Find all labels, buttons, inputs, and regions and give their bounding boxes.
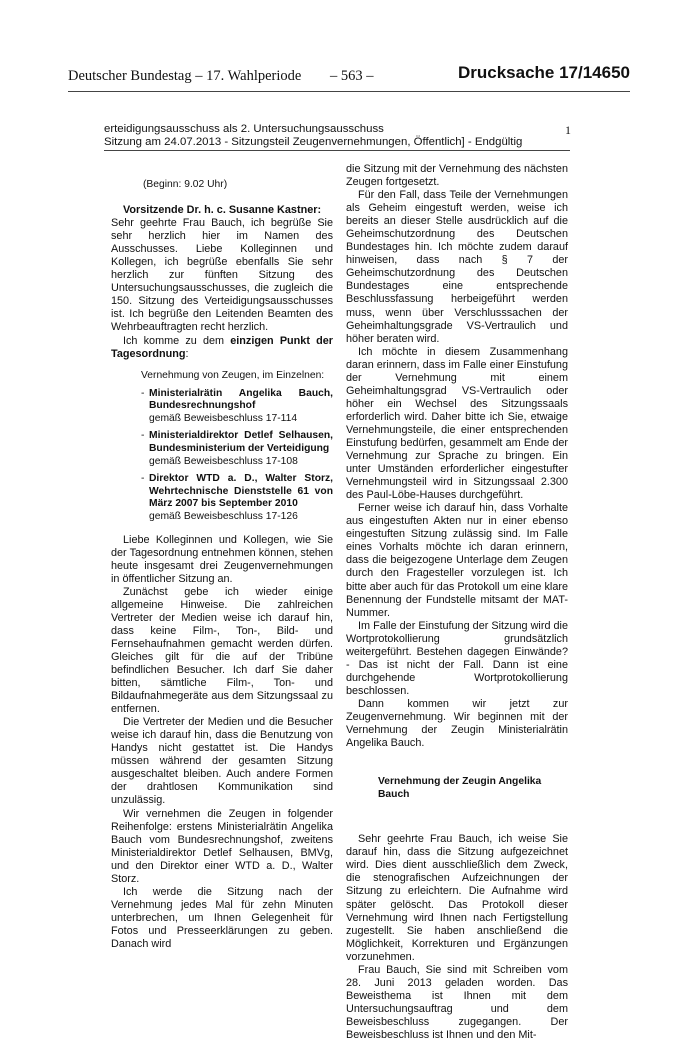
document-number — [458, 63, 630, 83]
paragraph: Im Falle der Einstufung der Sitzung wird die Wortprotokollierung grundsätzlich weitergeführt. Bestehen dagegen Einwände? - Das ist nicht der Fall. Dann ist eine durchgehende Wortprotokollierung beschlossen. — [346, 619, 568, 697]
paragraph: Sehr geehrte Frau Bauch, ich begrüße Sie sehr herzlich hier im Namen des Ausschusses. Liebe Kolleginnen und Kollegen, ich begrüße ebenfalls Sie sehr herzlich zur fünften Sitzung des Untersuchungsausschusses, die zugleich die 150. Sitzung des Verteidigungsausschusses ist. Ich begrüße den Leitenden Beamten des Wehrbeauftragten recht herzlich. — [111, 217, 333, 334]
start-time: (Beginn: 9.02 Uhr) — [143, 179, 228, 190]
page-marker: 1 — [565, 123, 571, 137]
agenda-paragraph — [111, 335, 333, 361]
header-rule — [68, 91, 630, 92]
evidence-ref: gemäß Beweisbeschluss 17-114 — [149, 412, 298, 424]
paragraph: Wir vernehmen die Zeugen in folgender Reihenfolge: erstens Ministerialrätin Angelika Bauch vom Bundesrechnungshof, zweitens Ministerialdirektor Detlef Selhausen, BMVg, und den Direktor einer WTD a. D., Walter Storz. — [111, 807, 333, 885]
paragraph: Zunächst gebe ich wieder einige allgemeine Hinweise. Die zahlreichen Vertreter der Medien weise ich darauf hin, dass keine Film-, Ton-, Bild- und Fernsehaufnahmen gemacht werden dürfen. Gleiches gilt für die auf der Tribüne befindlichen Besucher. Ich darf Sie daher bitten, sämtliche Film-, Ton- und Bildaufnahmegeräte aus dem Sitzungssaal zu entfernen. — [111, 585, 333, 716]
left-column — [111, 163, 333, 951]
paragraph: Frau Bauch, Sie sind mit Schreiben vom 28. Juni 2013 geladen worden. Das Beweisthema ist Ihnen mit dem Untersuchungsauftrag und dem Beweisbeschluss zugegangen. Der Beweisbeschluss ist Ihnen und den Mit- — [346, 963, 568, 1041]
paragraph: Ich werde die Sitzung nach der Vernehmung jedes Mal für zehn Minuten unterbrechen, um Ihnen Gelegenheit für Fotos und Presseerklärungen zu geben. Danach wird — [111, 885, 333, 950]
paragraph: Ferner weise ich darauf hin, dass Vorhalte aus eingestuften Akten nur in einer ebenso eingestuften Sitzung zulässig sind. Im Falle eines Vorhalts möchte ich daran erinnern, dass die beigezogene Unterlage dem Zeugen durch den Fragesteller vorzulegen ist. Ich bitte aber auch für das Protokoll um eine klare Benennung der Fundstelle mitsamt der MAT-Nummer. — [346, 502, 568, 619]
witness-name: Direktor WTD a. D., Walter Storz, Wehrtechnische Dienststelle 61 von März 2007 bis September 2010 — [149, 473, 333, 510]
agenda-colon: : — [185, 347, 189, 360]
document-number-value: 14650 — [582, 63, 630, 82]
paragraph: Liebe Kolleginnen und Kollegen, wie Sie der Tagesordnung entnehmen können, stehen heute insgesamt drei Zeugenvernehmungen in öffentlicher Sitzung an. — [111, 533, 333, 585]
agenda-item: - Direktor WTD a. D., Walter Storz, Wehrtechnische Dienststelle 61 von März 2007 bis September 2010 gemäß Beweisbeschluss 17-126 — [141, 473, 333, 522]
paragraph: Die Vertreter der Medien und die Besucher weise ich darauf hin, dass die Benutzung von Handys nicht gestattet ist. Die Handys müssen während der gesamten Sitzung ausgeschaltet bleiben. Auch andere Formen der drahtlosen Kommunikation sind unzulässig. — [111, 716, 333, 807]
page-number: – 563 – — [330, 68, 374, 84]
agenda-point: einzigen Punkt der Tagesordnung — [111, 334, 333, 360]
committee-title: erteidigungsausschuss als 2. Untersuchungsausschuss — [104, 123, 384, 135]
agenda-list — [141, 388, 333, 524]
witness-name: Ministerialdirektor Detlef Selhausen, Bundesministerium der Verteidigung — [149, 430, 333, 454]
paragraph: Dann kommen wir jetzt zur Zeugenvernehmung. Wir beginnen mit der Vernehmung der Zeugin Ministerialrätin Angelika Bauch. — [346, 697, 568, 750]
paragraph: Ich möchte in diesem Zusammenhang daran erinnern, dass im Falle einer Einstufung der Vernehmung mit einem Geheimhaltungsgrad VS-Vertraulich oder höher ein Wechsel des Sitzungssaals erforderlich wird. Daher bitte ich Sie, etwaige Vernehmungsteile, die einer entsprechenden Einstufung bedürfen, gesammelt am Ende der Vernehmung zur Sprache zu bringen. Ein unter Umständen erforderlicher eingestufter Vernehmungsteil wird in Sitzungssaal 2.300 des Paul-Löbe-Hauses durchgeführt. — [346, 345, 568, 502]
subheader-rule — [104, 150, 570, 151]
right-column — [346, 163, 568, 1042]
paragraph: Sehr geehrte Frau Bauch, ich weise Sie darauf hin, dass die Sitzung aufgezeichnet wird. Dies dient ausschließlich dem Zweck, die stenografischen Aufzeichnungen der Sitzung zu erleichtern. Die Aufnahme wird später gelöscht. Das Protokoll dieser Vernehmung wird Ihnen nach Fertigstellung zugestellt. Sie haben anschließend die Möglichkeit, Korrekturen und Ergänzungen vorzunehmen. — [346, 833, 568, 963]
witness-name: Ministerialrätin Angelika Bauch, Bundesrechnungshof — [149, 387, 333, 412]
evidence-ref: gemäß Beweisbeschluss 17-108 — [149, 455, 298, 467]
agenda-item: - Ministerialrätin Angelika Bauch, Bundesrechnungshof gemäß Beweisbeschluss 17-114 — [141, 387, 333, 424]
evidence-ref: gemäß Beweisbeschluss 17-126 — [149, 510, 298, 522]
speaker-name: Vorsitzende Dr. h. c. Susanne Kastner: — [123, 204, 322, 217]
agenda-lead: Ich komme zu dem — [123, 334, 231, 347]
agenda-item: - Ministerialdirektor Detlef Selhausen, Bundesministerium der Verteidigung gemäß Beweisbeschluss 17-108 — [141, 430, 333, 467]
running-header-left: Deutscher Bundestag – 17. Wahlperiode — [68, 68, 302, 84]
paragraph: Für den Fall, dass Teile der Vernehmungen als Geheim eingestuft werden, weise ich bereits an dieser Stelle ausdrücklich auf die Geheimschutzordnung des Deutschen Bundestages hin. Ich möchte zudem darauf hinweisen, dass nach § 7 der Geheimschutzordnung des Deutschen Bundestages eine entsprechende Beschlussfassung herbeigeführt werden muss, wenn über Verschlusssachen der Geheimhaltungsgrade VS-Vertraulich und höher beraten wird. — [346, 189, 568, 345]
session-title: Sitzung am 24.07.2013 - Sitzungsteil Zeugenvernehmungen, Öffentlich] - Endgültig — [104, 136, 523, 148]
section-heading: Vernehmung der Zeugin Angelika Bauch — [378, 776, 542, 800]
speaker-paragraph — [111, 204, 333, 217]
document-number-prefix: Drucksache 17/ — [457, 63, 583, 82]
agenda-intro: Vernehmung von Zeugen, im Einzelnen: — [141, 369, 325, 381]
paragraph: die Sitzung mit der Vernehmung des nächsten Zeugen fortgesetzt. — [346, 163, 568, 189]
